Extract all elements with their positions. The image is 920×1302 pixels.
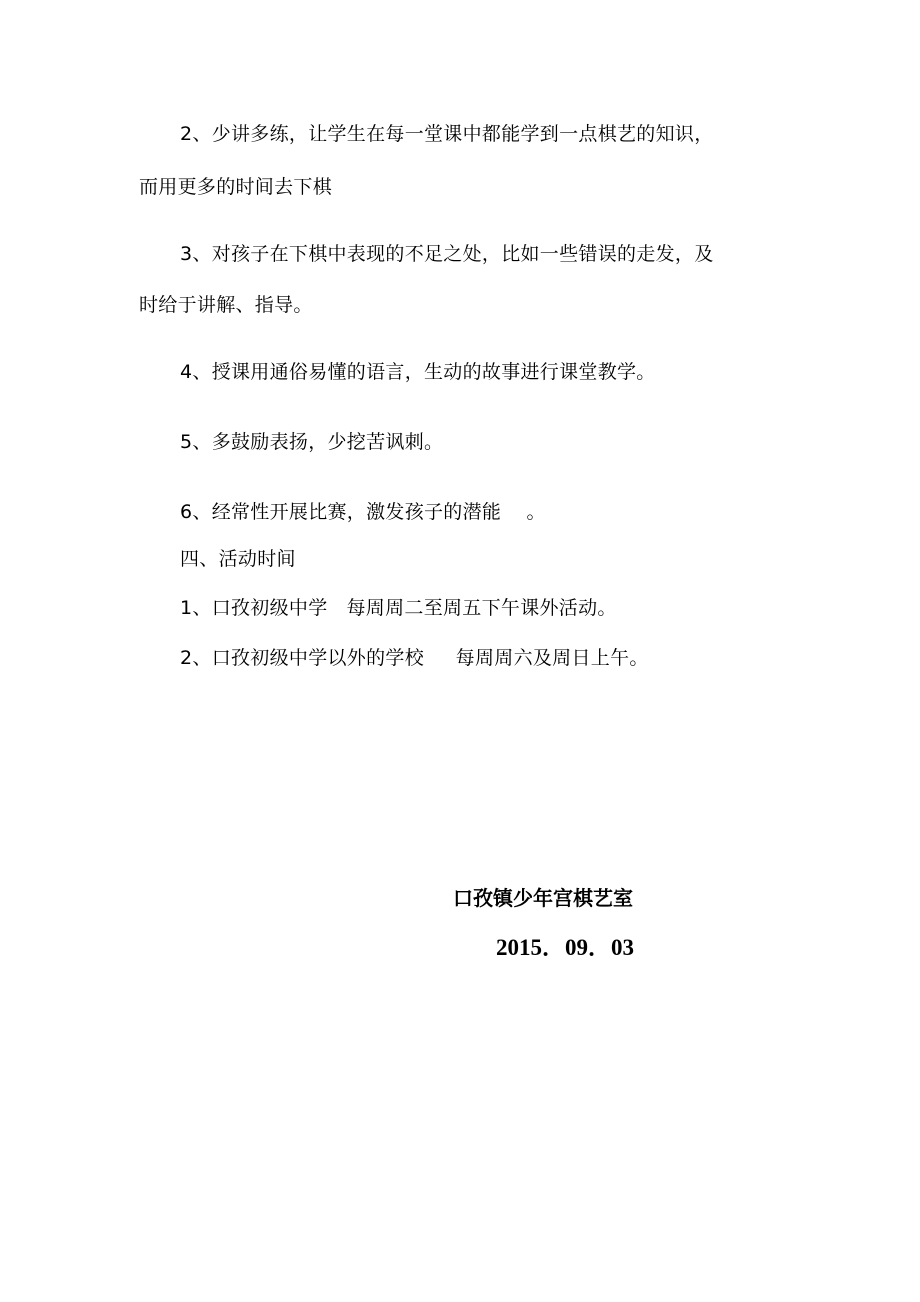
paragraph-2-line-1: 2、少讲多练，让学生在每一堂课中都能学到一点棋艺的知识，	[180, 123, 714, 145]
section-heading: 四、活动时间	[180, 548, 296, 570]
paragraph-4: 4、授课用通俗易懂的语言，生动的故事进行课堂教学。	[180, 361, 656, 383]
paragraph-2-line-2: 而用更多的时间去下棋	[139, 176, 333, 198]
schedule-item-1: 1、口孜初级中学 每周周二至周五下午课外活动。	[180, 597, 617, 619]
paragraph-6: 6、经常性开展比赛，激发孩子的潜能 。	[180, 501, 546, 523]
paragraph-5: 5、多鼓励表扬，少挖苦讽刺。	[180, 431, 444, 453]
signature-organization: 口孜镇少年宫棋艺室	[453, 886, 633, 910]
paragraph-3-line-2: 时给于讲解、指导。	[139, 294, 313, 316]
paragraph-3-line-1: 3、对孩子在下棋中表现的不足之处，比如一些错误的走发，及	[180, 243, 714, 265]
signature-date: 2015．09．03	[496, 935, 634, 960]
schedule-item-2: 2、口孜初级中学以外的学校 每周周六及周日上午。	[180, 647, 649, 669]
